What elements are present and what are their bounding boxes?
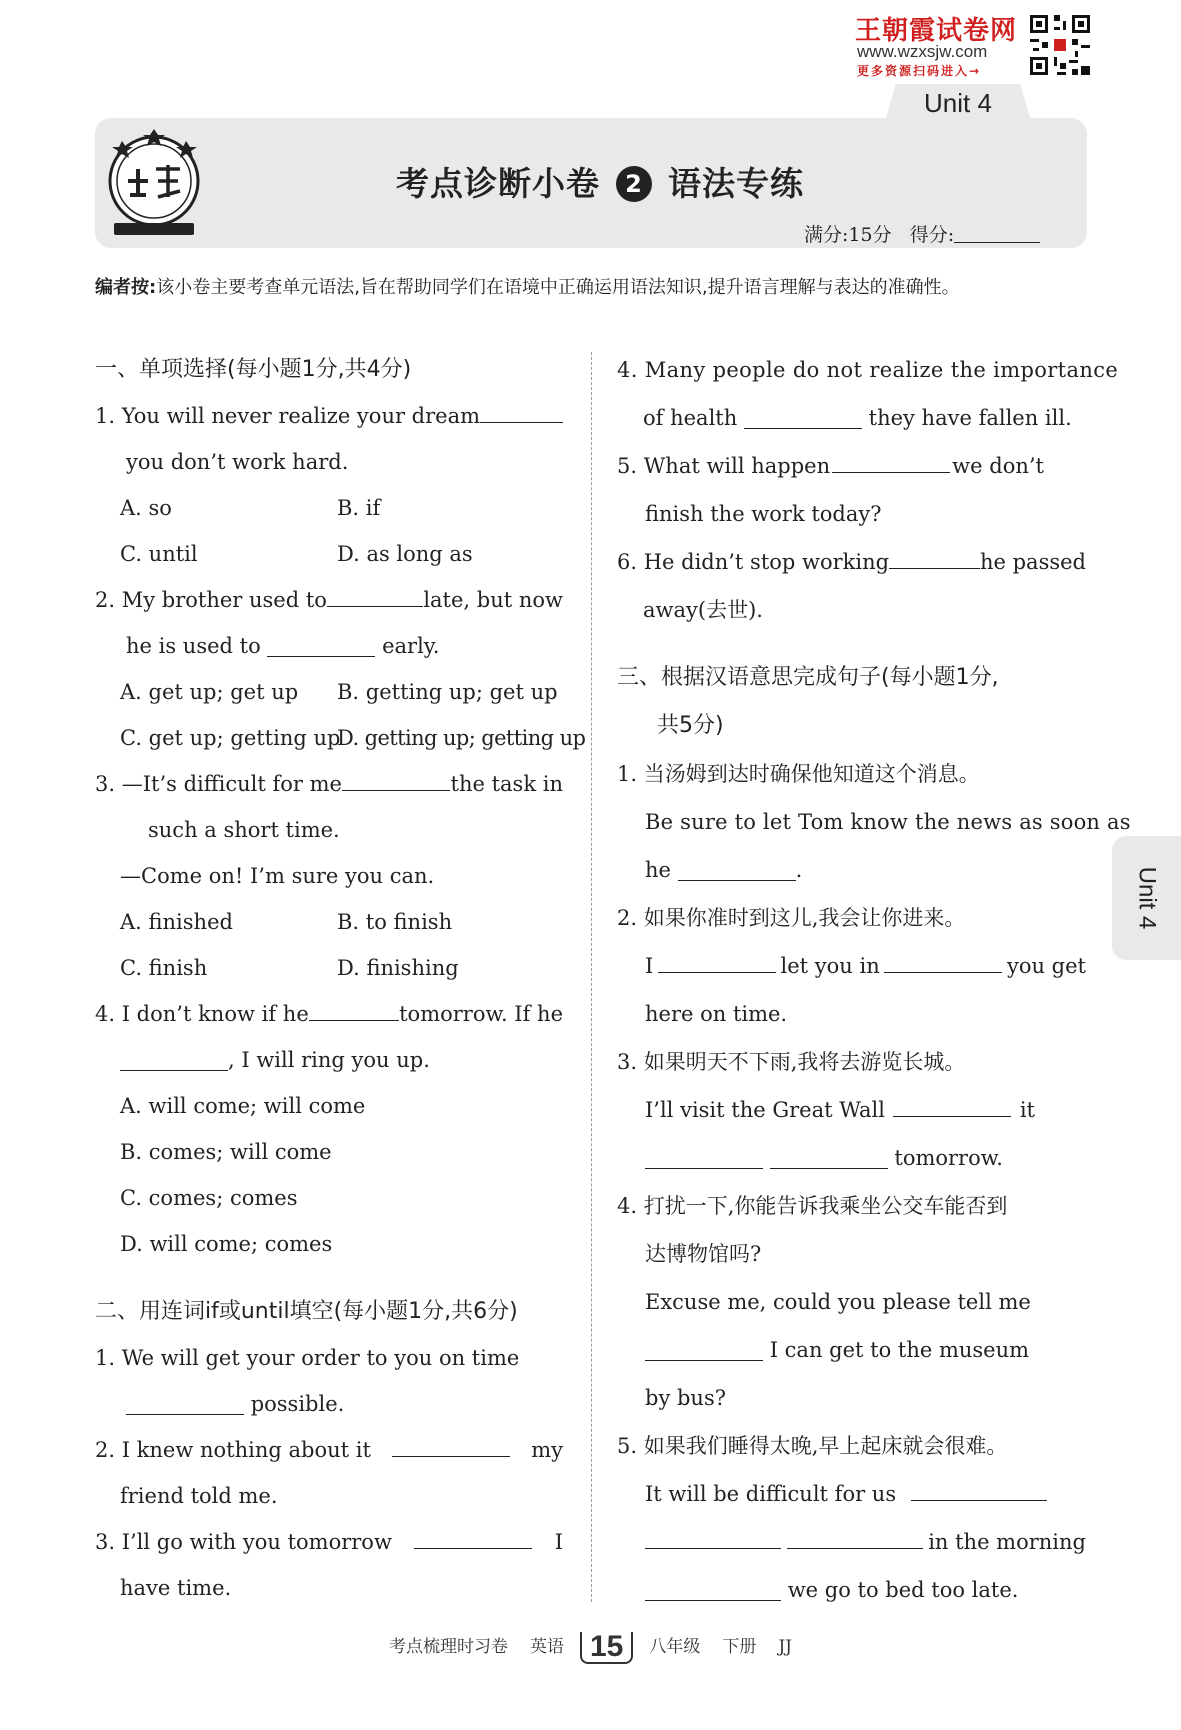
- unit-tab-label: Unit 4: [924, 88, 992, 118]
- answer-blank[interactable]: [884, 952, 1002, 973]
- answer-blank[interactable]: [645, 1528, 781, 1549]
- s3-q1-line1: Be sure to let Tom know the news as soon as: [645, 810, 1131, 834]
- footer-grade: 八年级: [649, 1637, 701, 1657]
- s1-q3-line1: 3. —It’s difficult for me the task in: [95, 772, 563, 796]
- option-b[interactable]: B. if: [337, 496, 381, 520]
- s2-q5-line2: finish the work today?: [645, 502, 882, 526]
- s1-q1-line2: you don’t work hard.: [126, 450, 349, 474]
- s2-q6-line2: away(去世).: [643, 598, 763, 622]
- s3-q4-cn-line2: 达博物馆吗?: [645, 1242, 762, 1266]
- answer-blank[interactable]: [770, 1148, 888, 1169]
- answer-blank[interactable]: [678, 860, 796, 881]
- answer-blank[interactable]: [480, 402, 563, 423]
- footer-volume: 下册: [722, 1637, 757, 1657]
- option-a[interactable]: A. so: [120, 496, 172, 520]
- answer-blank[interactable]: [832, 452, 950, 473]
- column-divider: [591, 352, 592, 1602]
- option-a[interactable]: A. get up; get up: [120, 680, 299, 704]
- s2-q4-line1: 4. Many people do not realize the importance: [617, 358, 1119, 382]
- doc-title: [300, 158, 900, 205]
- publisher-logo-icon: [100, 125, 208, 245]
- s2-q3-line2: have time.: [120, 1576, 232, 1600]
- brand-url[interactable]: www.wzxsjw.com: [857, 42, 988, 61]
- s1-q2-line2: he is used to early.: [126, 634, 440, 658]
- option-b[interactable]: B. to finish: [337, 910, 453, 934]
- editor-note-label: 编者按:: [95, 277, 157, 298]
- s3-q4-line1: Excuse me, could you please tell me: [645, 1290, 1031, 1314]
- s1-q1-line1: 1. You will never realize your dream: [95, 402, 563, 430]
- option-d[interactable]: D. will come; comes: [120, 1232, 333, 1256]
- s3-q3-line1: I’ll visit the Great Wall it: [645, 1098, 1035, 1122]
- score-blank[interactable]: [954, 226, 1040, 243]
- answer-blank[interactable]: [645, 1340, 763, 1361]
- answer-blank[interactable]: [889, 548, 980, 569]
- s3-q5-line3: we go to bed too late.: [645, 1576, 1018, 1604]
- s2-q5-line1: 5. What will happen we don’t: [617, 454, 1044, 478]
- s2-q6-line1: 6. He didn’t stop working he passed: [617, 550, 1086, 574]
- answer-blank[interactable]: [658, 952, 776, 973]
- answer-blank[interactable]: [267, 636, 375, 657]
- s3-q4-line3: by bus?: [645, 1386, 726, 1410]
- s3-q5-cn: 5. 如果我们睡得太晚,早上起床就会很难。: [617, 1434, 1008, 1458]
- section1-title: 一、单项选择(每小题1分,共4分): [95, 357, 412, 382]
- s2-q1-line1: 1. We will get your order to you on time: [95, 1346, 520, 1370]
- side-unit-tab-label: Unit 4: [1133, 866, 1161, 930]
- score-full: 满分:15分: [804, 224, 892, 246]
- s3-q2-line1: I let you in you get: [645, 954, 1086, 978]
- brand-name: 王朝霞试卷网: [855, 16, 1018, 46]
- score-got-label: 得分:: [909, 224, 955, 246]
- answer-blank[interactable]: [787, 1528, 923, 1549]
- editor-note-text: 该小卷主要考查单元语法,旨在帮助同学们在语境中正确运用语法知识,提升语言理解与表达的准确性。: [156, 277, 960, 298]
- section2-title: 二、用连词if或until填空(每小题1分,共6分): [95, 1299, 518, 1324]
- answer-blank[interactable]: [126, 1394, 244, 1415]
- s1-q4-line2: , I will ring you up.: [120, 1046, 430, 1074]
- s2-q1-line2: possible.: [126, 1390, 344, 1418]
- option-b[interactable]: B. comes; will come: [120, 1140, 332, 1164]
- s2-q3-line1: 3. I’ll go with you tomorrow I: [95, 1530, 563, 1554]
- answer-blank[interactable]: [893, 1096, 1011, 1117]
- s3-q5-line1: It will be difficult for us: [645, 1480, 1047, 1508]
- answer-blank[interactable]: [645, 1580, 781, 1601]
- brand-scan-text: 更多资源扫码进入→: [857, 64, 982, 78]
- option-d[interactable]: D. as long as: [337, 542, 473, 566]
- s3-q4-line2: I can get to the museum: [645, 1336, 1029, 1364]
- s2-q4-line2: of health they have fallen ill.: [643, 406, 1072, 430]
- option-c[interactable]: C. until: [120, 542, 198, 566]
- option-b[interactable]: B. getting up; get up: [337, 680, 558, 704]
- editor-note: [95, 273, 1095, 299]
- answer-blank[interactable]: [744, 408, 862, 429]
- s3-q2-line2: here on time.: [645, 1002, 788, 1026]
- answer-blank[interactable]: [414, 1528, 532, 1549]
- s1-q4-line1: 4. I don’t know if he tomorrow. If he: [95, 1002, 563, 1026]
- footer-edition: JJ: [778, 1637, 792, 1657]
- section3-title-line1: 三、根据汉语意思完成句子(每小题1分,: [617, 665, 999, 690]
- footer-subject: 英语: [529, 1637, 564, 1657]
- answer-blank[interactable]: [309, 1000, 399, 1021]
- s3-q3-cn: 3. 如果明天不下雨,我将去游览长城。: [617, 1050, 966, 1074]
- s2-q2-line1: 2. I knew nothing about it my: [95, 1438, 563, 1462]
- title-right: 语法专练: [668, 164, 804, 203]
- title-number-badge: 2: [616, 166, 652, 202]
- answer-blank[interactable]: [327, 586, 423, 607]
- s1-q3-line2: such a short time.: [148, 818, 340, 842]
- s2-q2-line2: friend told me.: [120, 1484, 278, 1508]
- footer: [0, 1632, 1181, 1664]
- option-c[interactable]: C. comes; comes: [120, 1186, 298, 1210]
- section3-title-line2: 共5分): [657, 713, 724, 738]
- footer-book: 考点梳理时习卷: [388, 1637, 508, 1657]
- qr-code-icon[interactable]: [1027, 12, 1093, 78]
- option-a[interactable]: A. finished: [120, 910, 233, 934]
- s3-q3-line2: tomorrow.: [645, 1144, 1003, 1172]
- s3-q4-cn-line1: 4. 打扰一下,你能告诉我乘坐公交车能否到: [617, 1194, 1008, 1218]
- s3-q1-cn: 1. 当汤姆到达时确保他知道这个消息。: [617, 762, 980, 786]
- option-d[interactable]: D. finishing: [337, 956, 459, 980]
- option-c[interactable]: C. finish: [120, 956, 208, 980]
- answer-blank[interactable]: [120, 1050, 228, 1071]
- answer-blank[interactable]: [911, 1480, 1047, 1501]
- s1-q2-line1: 2. My brother used to late, but now: [95, 588, 563, 612]
- title-left: 考点诊断小卷: [396, 164, 600, 203]
- option-d[interactable]: D. getting up; getting up: [337, 726, 586, 750]
- s3-q5-line2: in the morning: [645, 1528, 1086, 1556]
- option-c[interactable]: C. get up; getting up: [120, 726, 341, 750]
- answer-blank[interactable]: [645, 1148, 763, 1169]
- answer-blank[interactable]: [342, 770, 450, 791]
- answer-blank[interactable]: [392, 1436, 510, 1457]
- s1-q3-line3: —Come on! I’m sure you can.: [120, 864, 435, 888]
- score-line: [804, 220, 1040, 247]
- option-a[interactable]: A. will come; will come: [120, 1094, 366, 1118]
- s3-q2-cn: 2. 如果你准时到这儿,我会让你进来。: [617, 906, 966, 930]
- s3-q1-line2: he .: [645, 858, 803, 882]
- page-number: 15: [580, 1632, 633, 1664]
